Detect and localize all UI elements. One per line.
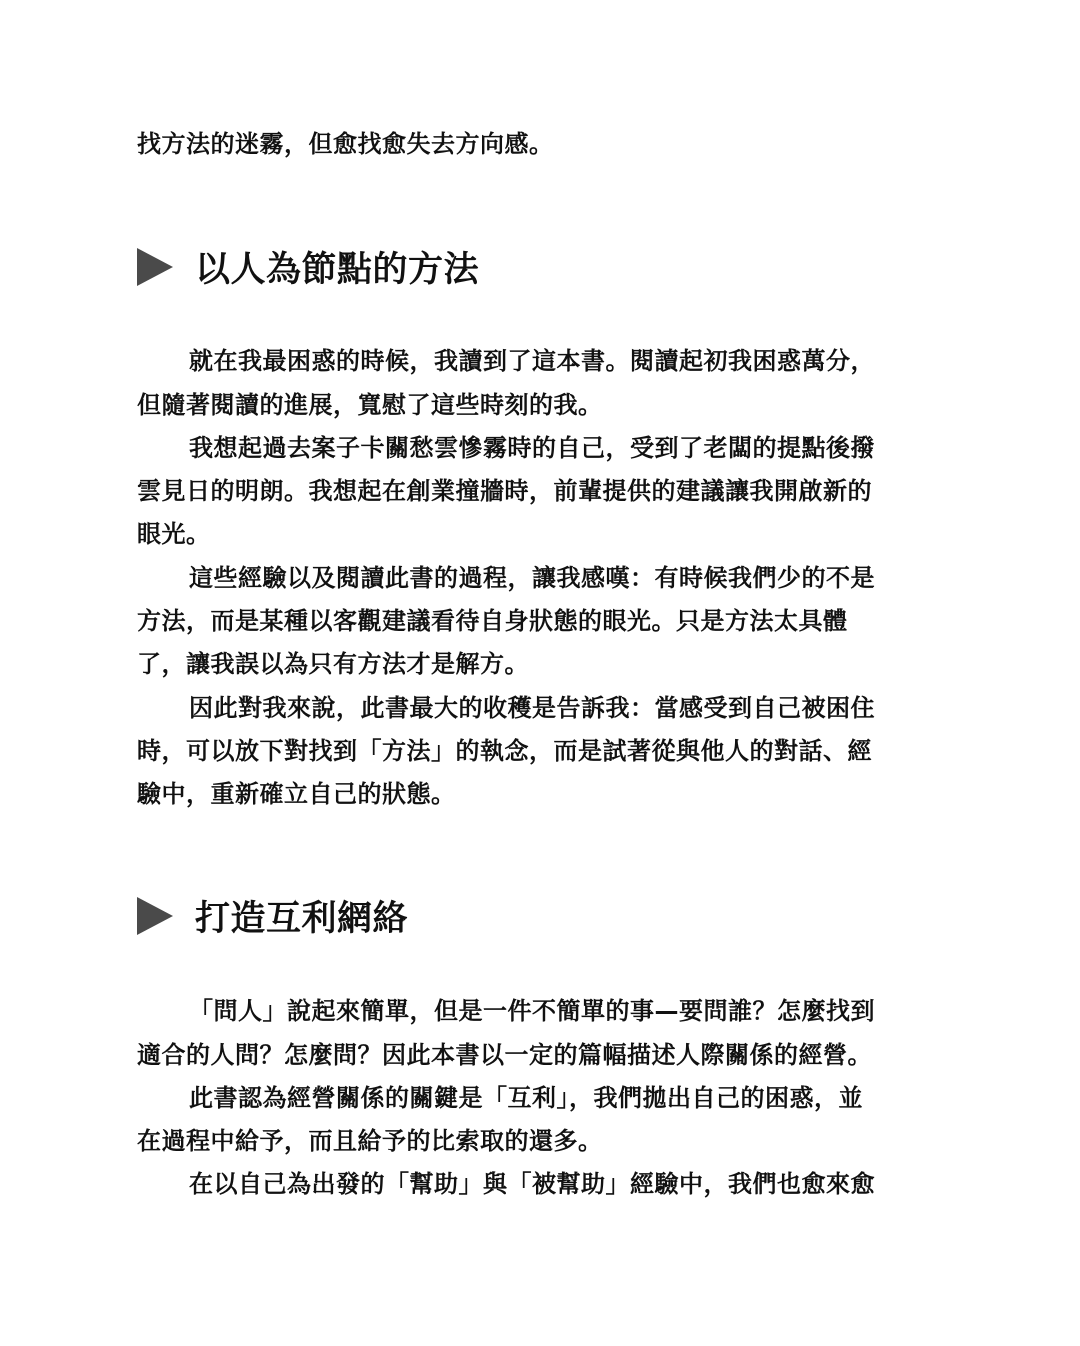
- paragraph-line: 我想起過去案子卡關愁雲慘霧時的自己，受到了老闆的提點後撥: [189, 434, 875, 462]
- section-heading-2: [137, 892, 408, 940]
- triangle-bullet-icon: [137, 248, 173, 286]
- paragraph-line: 在過程中給予，而且給予的比索取的還多。: [137, 1127, 603, 1155]
- paragraph-line: 但隨著閱讀的進展，寬慰了這些時刻的我。: [137, 391, 603, 419]
- paragraph-line: 「問人」說起來簡單，但是一件不簡單的事—要問誰？怎麼找到: [189, 997, 875, 1025]
- paragraph-line: 找方法的迷霧，但愈找愈失去方向感。: [137, 130, 554, 158]
- paragraph-line: 適合的人問？怎麼問？因此本書以一定的篇幅描述人際關係的經營。: [137, 1041, 872, 1069]
- paragraph-line: 雲見日的明朗。我想起在創業撞牆時，前輩提供的建議讓我開啟新的: [137, 477, 872, 505]
- triangle-bullet-icon: [137, 897, 173, 935]
- paragraph-line: 因此對我來說，此書最大的收穫是告訴我：當感受到自己被困住: [189, 694, 875, 722]
- section-title: 以人為節點的方法: [195, 250, 480, 290]
- section-heading-1: [137, 243, 479, 291]
- paragraph-line: 這些經驗以及閱讀此書的過程，讓我感嘆：有時候我們少的不是: [189, 564, 875, 592]
- paragraph-line: 在以自己為出發的「幫助」與「被幫助」經驗中，我們也愈來愈: [189, 1170, 875, 1198]
- paragraph-line: 驗中，重新確立自己的狀態。: [137, 780, 456, 808]
- paragraph-line: 了，讓我誤以為只有方法才是解方。: [137, 650, 529, 678]
- section-title: 打造互利網絡: [195, 899, 409, 939]
- paragraph-line: 眼光。: [137, 520, 211, 548]
- paragraph-line: 此書認為經營關係的關鍵是「互利」，我們拋出自己的困惑，並: [189, 1084, 863, 1112]
- paragraph-line: 就在我最困惑的時候，我讀到了這本書。閱讀起初我困惑萬分，: [189, 347, 875, 375]
- paragraph-line: 時，可以放下對找到「方法」的執念，而是試著從與他人的對話、經: [137, 737, 872, 765]
- paragraph-line: 方法，而是某種以客觀建議看待自身狀態的眼光。只是方法太具體: [137, 607, 848, 635]
